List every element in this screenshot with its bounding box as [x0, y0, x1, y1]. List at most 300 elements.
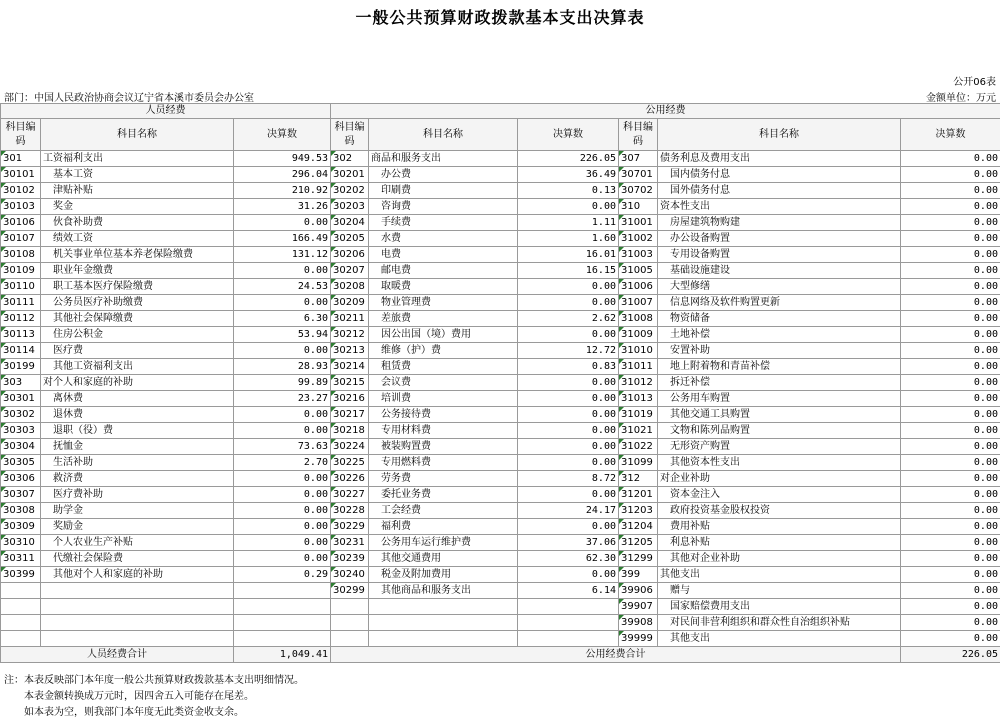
- subject-code: 30227: [333, 488, 365, 500]
- subject-name-cell: 生活补助: [41, 455, 234, 471]
- cell-marker-icon: [619, 327, 624, 332]
- subject-code: 30108: [3, 248, 35, 260]
- subject-code-cell: [331, 167, 369, 183]
- subject-name-cell: 工会经费: [369, 503, 518, 519]
- subject-code-cell: [331, 391, 369, 407]
- amount-cell: 0.00: [518, 407, 619, 423]
- table-row: [1, 567, 1000, 583]
- subject-code: 31204: [621, 520, 653, 532]
- subject-name-cell: 基本工资: [41, 167, 234, 183]
- amount-cell: 28.93: [234, 359, 331, 375]
- subject-code-cell: [1, 471, 41, 487]
- cell-marker-icon: [619, 263, 624, 268]
- subject-name-cell: 公务接待费: [369, 407, 518, 423]
- cell-marker-icon: [619, 311, 624, 316]
- amount-cell: 12.72: [518, 343, 619, 359]
- subject-code-cell: [1, 439, 41, 455]
- subject-code: 30113: [3, 328, 35, 340]
- subject-code-cell: [619, 439, 658, 455]
- amount-cell: 24.53: [234, 279, 331, 295]
- amount-cell: 0.00: [518, 199, 619, 215]
- amount-cell: 16.01: [518, 247, 619, 263]
- table-row: [1, 439, 1000, 455]
- subject-name-cell: 国内债务付息: [658, 167, 901, 183]
- cell-marker-icon: [619, 151, 624, 156]
- amount-cell: 0.00: [234, 263, 331, 279]
- cell-marker-icon: [331, 519, 336, 524]
- column-header-row: [1, 119, 1000, 151]
- subject-name-cell: 职工基本医疗保险缴费: [41, 279, 234, 295]
- subject-code-cell: [1, 631, 41, 647]
- subject-code: 30216: [333, 392, 365, 404]
- subject-code: 30110: [3, 280, 35, 292]
- amount-cell: 0.29: [234, 567, 331, 583]
- name-header: 科目名称: [369, 119, 518, 151]
- subject-code-cell: [1, 183, 41, 199]
- subject-code: 30204: [333, 216, 365, 228]
- amount-cell: 62.30: [518, 551, 619, 567]
- subject-name-cell: 医疗费补助: [41, 487, 234, 503]
- subject-code-cell: [619, 263, 658, 279]
- subject-code-cell: [619, 583, 658, 599]
- subject-code: 30111: [3, 296, 35, 308]
- amount-cell: 0.00: [901, 535, 1000, 551]
- subject-code-cell: [1, 455, 41, 471]
- subject-name-cell: 工资福利支出: [41, 151, 234, 167]
- cell-marker-icon: [619, 375, 624, 380]
- table-row: [1, 151, 1000, 167]
- subject-name-cell: 其他支出: [658, 567, 901, 583]
- cell-marker-icon: [619, 407, 624, 412]
- subject-name-cell: 个人农业生产补贴: [41, 535, 234, 551]
- cell-marker-icon: [331, 167, 336, 172]
- cell-marker-icon: [1, 359, 6, 364]
- subject-name-cell: 其他资本性支出: [658, 455, 901, 471]
- cell-marker-icon: [619, 487, 624, 492]
- amount-cell: 0.00: [518, 519, 619, 535]
- subject-name-cell: 利息补贴: [658, 535, 901, 551]
- subject-code: 307: [621, 152, 641, 164]
- subject-name-cell: 印刷费: [369, 183, 518, 199]
- subject-code: 31005: [621, 264, 653, 276]
- cell-marker-icon: [619, 583, 624, 588]
- subject-code: 30310: [3, 536, 35, 548]
- table-row: [1, 471, 1000, 487]
- subject-name-cell: 助学金: [41, 503, 234, 519]
- subject-code: 30305: [3, 456, 35, 468]
- cell-marker-icon: [619, 615, 624, 620]
- amount-cell: 0.00: [901, 311, 1000, 327]
- table-row: [1, 247, 1000, 263]
- subject-code: 30701: [621, 168, 653, 180]
- subject-code: 30112: [3, 312, 35, 324]
- subject-name-cell: 赠与: [658, 583, 901, 599]
- cell-marker-icon: [1, 343, 6, 348]
- subject-code-cell: [331, 519, 369, 535]
- amount-cell: 0.00: [234, 519, 331, 535]
- table-row: [1, 599, 1000, 615]
- table-row: [1, 231, 1000, 247]
- amount-cell: 31.26: [234, 199, 331, 215]
- subject-code-cell: [1, 247, 41, 263]
- subject-name-cell: [41, 615, 234, 631]
- subject-name-cell: 资本性支出: [658, 199, 901, 215]
- cell-marker-icon: [1, 327, 6, 332]
- subject-name-cell: [41, 583, 234, 599]
- amount-cell: 0.00: [518, 439, 619, 455]
- amount-cell: 0.00: [901, 375, 1000, 391]
- subject-name-cell: 代缴社会保险费: [41, 551, 234, 567]
- amount-cell: 0.00: [901, 359, 1000, 375]
- amount-cell: 949.53: [234, 151, 331, 167]
- subject-name-cell: 对民间非营利组织和群众性自治组织补贴: [658, 615, 901, 631]
- subject-name-cell: 手续费: [369, 215, 518, 231]
- subject-code: 31205: [621, 536, 653, 548]
- subject-code-cell: [331, 215, 369, 231]
- subject-code: 31201: [621, 488, 653, 500]
- cell-marker-icon: [619, 535, 624, 540]
- table-row: [1, 503, 1000, 519]
- cell-marker-icon: [619, 551, 624, 556]
- subject-code-cell: [619, 519, 658, 535]
- subject-code: 31021: [621, 424, 653, 436]
- subject-code-cell: [331, 327, 369, 343]
- cell-marker-icon: [331, 503, 336, 508]
- public-group-header: 公用经费: [331, 104, 1000, 119]
- subject-code-cell: [331, 471, 369, 487]
- cell-marker-icon: [1, 455, 6, 460]
- subject-code: 30199: [3, 360, 35, 372]
- subject-name-cell: 机关事业单位基本养老保险缴费: [41, 247, 234, 263]
- subject-code-cell: [619, 487, 658, 503]
- subject-code: 30309: [3, 520, 35, 532]
- subject-code-cell: [619, 599, 658, 615]
- subject-code: 30231: [333, 536, 365, 548]
- cell-marker-icon: [619, 503, 624, 508]
- subject-code: 30213: [333, 344, 365, 356]
- amount-cell: 0.00: [901, 471, 1000, 487]
- cell-marker-icon: [619, 567, 624, 572]
- subject-code: 31012: [621, 376, 653, 388]
- amount-cell: 8.72: [518, 471, 619, 487]
- subject-code-cell: [1, 343, 41, 359]
- table-row: [1, 183, 1000, 199]
- subject-code-cell: [1, 359, 41, 375]
- subject-name-cell: 其他工资福利支出: [41, 359, 234, 375]
- subject-name-cell: 津贴补贴: [41, 183, 234, 199]
- subject-code-cell: [331, 279, 369, 295]
- table-row: [1, 375, 1000, 391]
- table-row: [1, 199, 1000, 215]
- subject-name-cell: 电费: [369, 247, 518, 263]
- subject-code: 30211: [333, 312, 365, 324]
- subject-code-cell: [331, 615, 369, 631]
- subject-name-cell: 培训费: [369, 391, 518, 407]
- cell-marker-icon: [331, 359, 336, 364]
- subject-code: 30114: [3, 344, 35, 356]
- subject-code-cell: [1, 167, 41, 183]
- subject-name-cell: 其他社会保障缴费: [41, 311, 234, 327]
- cell-marker-icon: [331, 151, 336, 156]
- subject-code: 30299: [333, 584, 365, 596]
- amount-cell: 166.49: [234, 231, 331, 247]
- subject-name-cell: 取暖费: [369, 279, 518, 295]
- amount-cell: 0.00: [518, 391, 619, 407]
- subject-name-cell: 办公费: [369, 167, 518, 183]
- amount-cell: 1.11: [518, 215, 619, 231]
- subject-code-cell: [331, 311, 369, 327]
- public-total-label: 公用经费合计: [331, 647, 901, 663]
- subject-code-cell: [331, 455, 369, 471]
- cell-marker-icon: [331, 487, 336, 492]
- form-number: 公开06表: [953, 77, 996, 88]
- cell-marker-icon: [1, 471, 6, 476]
- subject-code: 31022: [621, 440, 653, 452]
- cell-marker-icon: [1, 151, 6, 156]
- subject-code-cell: [1, 535, 41, 551]
- subject-code-cell: [619, 327, 658, 343]
- amount-cell: 210.92: [234, 183, 331, 199]
- amount-cell: 16.15: [518, 263, 619, 279]
- subject-code: 30214: [333, 360, 365, 372]
- subject-code-cell: [1, 503, 41, 519]
- footnote-line: 本表金额转换成万元时，因四舍五入可能存在尾差。: [24, 691, 254, 702]
- cell-marker-icon: [619, 423, 624, 428]
- subject-name-cell: 奖励金: [41, 519, 234, 535]
- subject-code: 30311: [3, 552, 35, 564]
- amount-header: 决算数: [234, 119, 331, 151]
- subject-name-cell: 国外债务付息: [658, 183, 901, 199]
- subject-name-cell: 基础设施建设: [658, 263, 901, 279]
- totals-row: [1, 647, 1000, 663]
- subject-code: 31001: [621, 216, 653, 228]
- subject-name-cell: 绩效工资: [41, 231, 234, 247]
- subject-code: 30101: [3, 168, 35, 180]
- code-header: 科目编码: [331, 119, 369, 151]
- cell-marker-icon: [331, 263, 336, 268]
- subject-name-cell: 差旅费: [369, 311, 518, 327]
- subject-name-cell: 劳务费: [369, 471, 518, 487]
- subject-code: 31010: [621, 344, 653, 356]
- cell-marker-icon: [331, 199, 336, 204]
- cell-marker-icon: [619, 391, 624, 396]
- subject-name-cell: 专用材料费: [369, 423, 518, 439]
- subject-code-cell: [331, 247, 369, 263]
- subject-code: 30302: [3, 408, 35, 420]
- subject-code: 39999: [621, 632, 653, 644]
- amount-cell: 0.00: [901, 583, 1000, 599]
- amount-cell: 0.00: [234, 215, 331, 231]
- amount-cell: 0.00: [901, 247, 1000, 263]
- subject-code-cell: [331, 231, 369, 247]
- subject-code: 31002: [621, 232, 653, 244]
- subject-name-cell: 公务员医疗补助缴费: [41, 295, 234, 311]
- amount-cell: 0.00: [518, 567, 619, 583]
- subject-name-cell: 费用补贴: [658, 519, 901, 535]
- subject-code-cell: [331, 295, 369, 311]
- cell-marker-icon: [1, 183, 6, 188]
- table-row: [1, 279, 1000, 295]
- cell-marker-icon: [331, 391, 336, 396]
- subject-name-cell: 救济费: [41, 471, 234, 487]
- subject-code-cell: [331, 199, 369, 215]
- subject-code-cell: [1, 263, 41, 279]
- cell-marker-icon: [1, 279, 6, 284]
- subject-code: 310: [621, 200, 641, 212]
- subject-name-cell: 债务利息及费用支出: [658, 151, 901, 167]
- table-row: [1, 295, 1000, 311]
- subject-code-cell: [619, 471, 658, 487]
- amount-cell: 0.00: [901, 487, 1000, 503]
- personnel-total-value: 1,049.41: [234, 647, 331, 663]
- subject-code: 30399: [3, 568, 35, 580]
- subject-code: 399: [621, 568, 641, 580]
- cell-marker-icon: [331, 567, 336, 572]
- amount-cell: 0.00: [234, 471, 331, 487]
- subject-name-cell: 商品和服务支出: [369, 151, 518, 167]
- subject-code: 30226: [333, 472, 365, 484]
- subject-code: 30106: [3, 216, 35, 228]
- subject-name-cell: 土地补偿: [658, 327, 901, 343]
- subject-name-cell: 税金及附加费用: [369, 567, 518, 583]
- subject-code-cell: [1, 311, 41, 327]
- subject-name-cell: 物资储备: [658, 311, 901, 327]
- amount-unit-label: 金额单位：万元: [926, 93, 996, 104]
- cell-marker-icon: [331, 311, 336, 316]
- subject-code-cell: [1, 391, 41, 407]
- amount-cell: 0.00: [234, 343, 331, 359]
- subject-code-cell: [619, 295, 658, 311]
- subject-code-cell: [331, 599, 369, 615]
- subject-code-cell: [1, 487, 41, 503]
- code-header: 科目编码: [1, 119, 41, 151]
- subject-name-cell: 福利费: [369, 519, 518, 535]
- subject-code: 31013: [621, 392, 653, 404]
- cell-marker-icon: [619, 359, 624, 364]
- amount-cell: 24.17: [518, 503, 619, 519]
- subject-name-cell: 国家赔偿费用支出: [658, 599, 901, 615]
- subject-name-cell: 物业管理费: [369, 295, 518, 311]
- amount-cell: 0.00: [901, 151, 1000, 167]
- cell-marker-icon: [1, 391, 6, 396]
- subject-code-cell: [1, 567, 41, 583]
- subject-code-cell: [331, 183, 369, 199]
- subject-name-cell: [41, 599, 234, 615]
- expenditure-table: [0, 103, 1000, 663]
- subject-code-cell: [619, 183, 658, 199]
- amount-cell: 0.00: [901, 199, 1000, 215]
- subject-name-cell: 水费: [369, 231, 518, 247]
- subject-code: 39906: [621, 584, 653, 596]
- amount-cell: 0.00: [901, 599, 1000, 615]
- subject-name-cell: 拆迁补偿: [658, 375, 901, 391]
- subject-code-cell: [619, 375, 658, 391]
- amount-cell: 99.89: [234, 375, 331, 391]
- amount-header: 决算数: [901, 119, 1000, 151]
- subject-code: 30224: [333, 440, 365, 452]
- subject-name-cell: 对企业补助: [658, 471, 901, 487]
- personnel-total-label: 人员经费合计: [1, 647, 234, 663]
- cell-marker-icon: [619, 183, 624, 188]
- subject-code: 30201: [333, 168, 365, 180]
- subject-name-cell: 其他商品和服务支出: [369, 583, 518, 599]
- table-row: [1, 615, 1000, 631]
- subject-code: 30218: [333, 424, 365, 436]
- amount-cell: 0.00: [518, 423, 619, 439]
- subject-name-cell: 咨询费: [369, 199, 518, 215]
- amount-cell: 0.00: [518, 279, 619, 295]
- subject-code: 30225: [333, 456, 365, 468]
- table-row: [1, 359, 1000, 375]
- subject-code-cell: [619, 215, 658, 231]
- subject-code: 30207: [333, 264, 365, 276]
- subject-code-cell: [619, 359, 658, 375]
- subject-code: 30212: [333, 328, 365, 340]
- subject-code-cell: [1, 551, 41, 567]
- subject-code: 31011: [621, 360, 653, 372]
- subject-code-cell: [331, 151, 369, 167]
- amount-cell: 0.00: [901, 551, 1000, 567]
- footnotes: [4, 673, 304, 721]
- cell-marker-icon: [1, 535, 6, 540]
- subject-code: 31006: [621, 280, 653, 292]
- cell-marker-icon: [1, 487, 6, 492]
- subject-name-cell: 安置补助: [658, 343, 901, 359]
- subject-code: 30304: [3, 440, 35, 452]
- cell-marker-icon: [331, 471, 336, 476]
- amount-cell: 0.00: [901, 327, 1000, 343]
- subject-code-cell: [331, 407, 369, 423]
- subject-code-cell: [619, 167, 658, 183]
- subject-name-cell: 信息网络及软件购置更新: [658, 295, 901, 311]
- subject-name-cell: 退休费: [41, 407, 234, 423]
- cell-marker-icon: [331, 551, 336, 556]
- subject-code-cell: [331, 503, 369, 519]
- subject-code-cell: [619, 247, 658, 263]
- subject-code-cell: [331, 439, 369, 455]
- subject-code-cell: [1, 375, 41, 391]
- subject-code-cell: [619, 503, 658, 519]
- subject-code-cell: [331, 343, 369, 359]
- table-row: [1, 551, 1000, 567]
- cell-marker-icon: [331, 231, 336, 236]
- subject-code-cell: [331, 487, 369, 503]
- subject-code-cell: [1, 279, 41, 295]
- subject-code: 39908: [621, 616, 653, 628]
- subject-name-cell: 资本金注入: [658, 487, 901, 503]
- amount-cell: 0.00: [901, 439, 1000, 455]
- subject-name-cell: [41, 631, 234, 647]
- cell-marker-icon: [619, 471, 624, 476]
- cell-marker-icon: [331, 407, 336, 412]
- cell-marker-icon: [1, 439, 6, 444]
- cell-marker-icon: [1, 407, 6, 412]
- subject-code: 302: [333, 152, 353, 164]
- amount-cell: 2.70: [234, 455, 331, 471]
- subject-code: 301: [3, 152, 23, 164]
- subject-name-cell: 公务用车购置: [658, 391, 901, 407]
- amount-cell: [518, 599, 619, 615]
- cell-marker-icon: [1, 263, 6, 268]
- cell-marker-icon: [331, 375, 336, 380]
- subject-code-cell: [1, 199, 41, 215]
- subject-code: 30103: [3, 200, 35, 212]
- subject-code-cell: [1, 151, 41, 167]
- subject-code: 39907: [621, 600, 653, 612]
- subject-name-cell: 其他对个人和家庭的补助: [41, 567, 234, 583]
- table-row: [1, 215, 1000, 231]
- department-label: 部门：中国人民政治协商会议辽宁省本溪市委员会办公室: [4, 93, 254, 104]
